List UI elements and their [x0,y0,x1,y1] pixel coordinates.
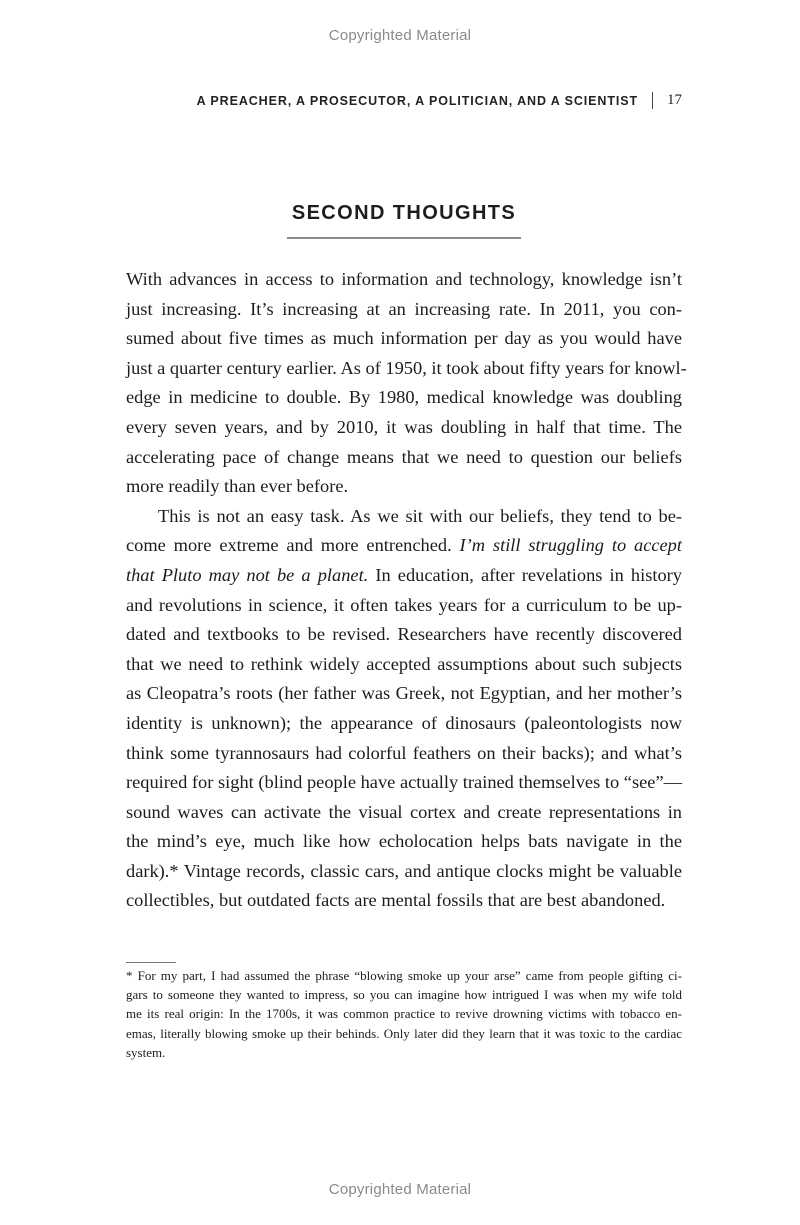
text-line: the mind’s eye, much like how echolocation helps bats navigate in the [126,831,682,852]
text-line: collectibles, but outdated facts are mental fossils that are best abandoned. [126,890,666,911]
footnote-rule [126,962,176,963]
text-line [126,531,682,561]
text-line: sound waves can activate the visual cortex and create representations in [126,801,682,822]
text-line: that we need to rethink widely accepted assumptions about such subjects [126,653,682,674]
text-line: dated and textbooks to be revised. Researchers have recently discovered [126,624,682,645]
paragraph-2 [126,502,682,916]
section-title: SECOND THOUGHTS [291,202,517,224]
italic-text: that Pluto may not be a planet. [126,564,369,585]
text-line: just a quarter century earlier. As of 1950, it took about fifty years for knowl- [126,357,687,378]
text-line [126,561,682,591]
running-head-title: A PREACHER, A PROSECUTOR, A POLITICIAN, AND A SCIENTIST [196,93,638,108]
footnote-line: gars to someone they wanted to impress, so you can imagine how intrigued I was when my wife told [126,987,682,1003]
footnote-line: * For my part, I had assumed the phrase “blowing smoke up your arse” came from people gifting ci- [126,968,682,983]
text-line: and revolutions in science, it often takes years for a curriculum to be up- [126,594,682,615]
text-line: required for sight (blind people have actually trained themselves to “see”— [126,772,682,793]
text-line: sumed about five times as much information per day as you would have [126,328,682,349]
footnote [126,966,682,1062]
italic-text: I’m still struggling to accept [459,535,682,556]
text-line: With advances in access to information and technology, knowledge isn’t [126,269,682,289]
text-line: as Cleopatra’s roots (her father was Greek, not Egyptian, and her mother’s [126,683,682,704]
body-text [126,265,687,916]
text-line: accelerating pace of change means that we need to question our beliefs [126,446,682,467]
footnote-line: emas, literally blowing smoke up their behinds. Only later did they learn that it was toxic to the cardiac [126,1025,682,1041]
page-number: 17 [667,92,682,108]
text-line: edge in medicine to double. By 1980, medical knowledge was doubling [126,387,682,408]
text-line: think some tyrannosaurs had colorful feathers on their backs); and what’s [126,742,682,763]
text-line: dark).* Vintage records, classic cars, and antique clocks might be valuable [126,860,682,881]
text-line: just increasing. It’s increasing at an increasing rate. In 2011, you con- [126,298,682,319]
text-run: come more extreme and more entrenched. [126,535,460,556]
title-underline [287,237,521,239]
running-head-separator [652,92,653,109]
running-head [197,92,682,109]
text-line: every seven years, and by 2010, it was doubling in half that time. The [126,416,682,437]
footnote-line: me its real origin: In the 1700s, it was common practice to revive drowning victims with tobacco en- [126,1006,682,1022]
paragraph-1 [126,265,687,502]
text-line: This is not an easy task. As we sit with our beliefs, they tend to be- [158,505,682,526]
watermark-bottom: Copyrighted Material [328,1181,472,1198]
footnote-line: system. [126,1044,166,1060]
text-line: more readily than ever before. [126,476,349,497]
text-run: In education, after revelations in history [368,564,683,585]
watermark-top: Copyrighted Material [328,27,472,44]
text-line: identity is unknown); the appearance of dinosaurs (paleontologists now [126,712,682,733]
